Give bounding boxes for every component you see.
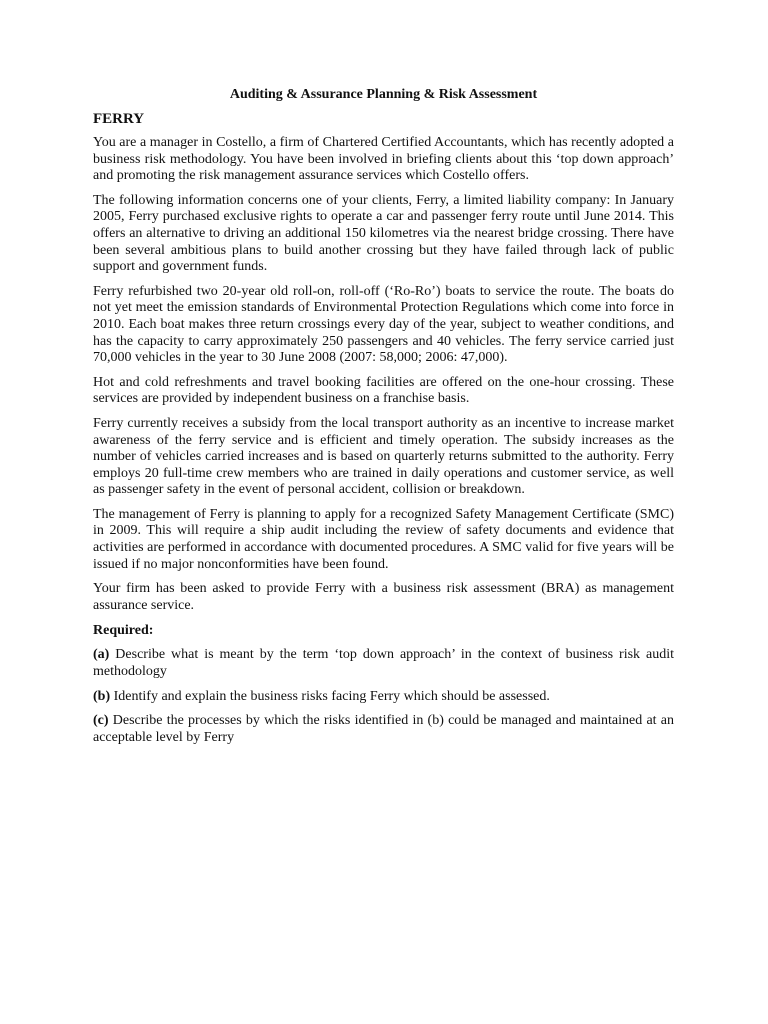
question-a-label: (a) (93, 647, 110, 663)
paragraph-intro: You are a manager in Costello, a firm of Chartered Certified Accountants, which has recently adopted a business risk methodology. You have been involved in briefing clients about this ‘top down approach’ and promoting the risk management assurance services which Costello offers. (93, 135, 674, 184)
question-c-text: Describe the processes by which the risks identified in (b) could be managed and maintained at an acceptable level by Ferry (93, 713, 674, 745)
paragraph-client-info: The following information concerns one of your clients, Ferry, a limited liability company: In January 2005, Ferry purchased exclusive rights to operate a car and passenger ferry route until June 2014. This offers an alternative to driving an additional 150 kilometres via the nearest bridge crossing. There have been several ambitious plans to build another crossing but they have failed through lack of public support and government funds. (93, 192, 674, 275)
paragraph-refreshments: Hot and cold refreshments and travel booking facilities are offered on the one-hour crossing. These services are provided by independent business on a franchise basis. (93, 374, 674, 407)
question-b (93, 689, 674, 706)
paragraph-boats: Ferry refurbished two 20-year old roll-on, roll-off (‘Ro-Ro’) boats to service the route. The boats do not yet meet the emission standards of Environmental Protection Regulations which come into force in 2010. Each boat makes three return crossings every day of the year, subject to weather conditions, and has the capacity to carry approximately 250 passengers and 40 vehicles. The ferry service carried just 70,000 vehicles in the year to 30 June 2008 (2007: 58,000; 2006: 47,000). (93, 283, 674, 366)
document-title: Auditing & Assurance Planning & Risk Assessment (229, 87, 538, 102)
question-c-label: (c) (93, 713, 109, 729)
paragraph-bra: Your firm has been asked to provide Ferry with a business risk assessment (BRA) as management assurance service. (93, 581, 674, 613)
question-c (93, 713, 674, 746)
paragraph-smc: The management of Ferry is planning to apply for a recognized Safety Management Certificate (SMC) in 2009. This will require a ship audit including the review of safety documents and evidence that activities are performed in accordance with documented procedures. A SMC valid for five years will be issued if no major nonconformities have been found. (93, 506, 674, 572)
case-heading: FERRY (93, 111, 145, 127)
document-body (93, 86, 674, 754)
question-a (93, 647, 674, 680)
required-heading: Required: (93, 623, 154, 639)
question-b-label: (b) (93, 688, 111, 704)
question-b-text: Identify and explain the business risks facing Ferry which should be assessed. (110, 688, 550, 704)
question-a-text: Describe what is meant by the term ‘top down approach’ in the context of business risk audit methodology (93, 647, 674, 680)
paragraph-subsidy: Ferry currently receives a subsidy from the local transport authority as an incentive to increase market awareness of the ferry service and is efficient and timely operation. The subsidy increases as the number of vehicles carried increases and is based on quarterly returns submitted to the authority. Ferry employs 20 full-time crew members who are trained in daily operations and customer service, as well as passenger safety in the event of personal accident, collision or breakdown. (93, 415, 674, 498)
